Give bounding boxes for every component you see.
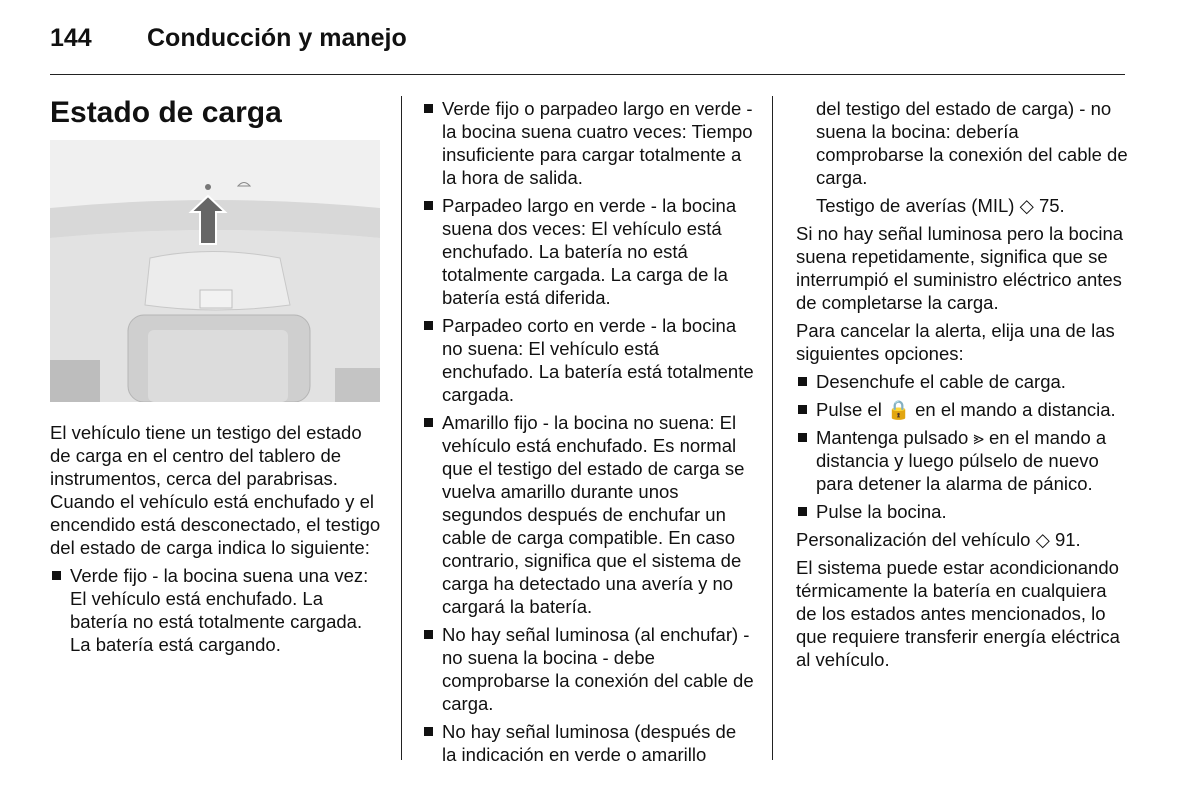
- body-paragraph: Para cancelar la alerta, elija una de las siguientes opciones:: [796, 320, 1115, 364]
- chapter-title: Conducción y manejo: [147, 24, 407, 52]
- list-item: Parpadeo largo en verde - la bocina suena dos veces: El vehículo está enchufado. La batería no está totalmente cargada. La carga de la batería está diferida.: [422, 194, 754, 309]
- body-paragraph: Si no hay señal luminosa pero la bocina suena repetidamente, significa que se interrumpió el suministro eléctrico antes de completarse la carga.: [796, 223, 1124, 313]
- list-item: Verde fijo o parpadeo largo en verde - la bocina suena cuatro veces: Tiempo insuficiente para cargar totalmente a la hora de salida.: [422, 97, 754, 189]
- dashboard-illustration: [50, 140, 380, 402]
- list-item: Desenchufe el cable de carga.: [796, 370, 1130, 393]
- list-item: No hay señal luminosa (después de la indicación en verde o amarillo: [422, 720, 754, 766]
- body-paragraph: El sistema puede estar acondicionando térmicamente la batería en cualquiera de los estados antes mencionados, lo que requiere transferir energía eléctrica al vehículo.: [796, 557, 1120, 670]
- list-item: Pulse la bocina.: [796, 500, 1130, 523]
- column-3: [796, 97, 1130, 676]
- column-1: [50, 421, 382, 661]
- column-2: [422, 97, 754, 771]
- intro-paragraph: El vehículo tiene un testigo del estado de carga en el centro del tablero de instrumentos, cerca del parabrisas. Cuando el vehículo está enchufado y el encendido está desconectado, el testigo del estado de carga indica lo siguiente:: [50, 422, 381, 558]
- mil-cross-reference: Testigo de averías (MIL) ◇ 75.: [816, 195, 1065, 216]
- page-number: 144: [50, 24, 92, 52]
- list-item: Parpadeo corto en verde - la bocina no suena: El vehículo está enchufado. La batería está totalmente cargada.: [422, 314, 754, 406]
- personalization-cross-reference: Personalización del vehículo ◇ 91.: [796, 529, 1081, 550]
- column-divider-left: [401, 96, 402, 760]
- section-title: Estado de carga: [50, 96, 282, 129]
- list-item: Verde fijo - la bocina suena una vez: El vehículo está enchufado. La batería no está totalmente cargada. La batería está cargando.: [50, 564, 382, 656]
- list-item: Mantenga pulsado ⪢ en el mando a distancia y luego púlselo de nuevo para detener la alarma de pánico.: [796, 426, 1130, 495]
- column-divider-right: [772, 96, 773, 760]
- list-item: Pulse el 🔒 en el mando a distancia.: [796, 398, 1130, 421]
- continuation-text: del testigo del estado de carga) - no suena la bocina: debería comprobarse la conexión del cable de carga.: [816, 98, 1128, 188]
- header-rule: [50, 74, 1125, 75]
- list-item: No hay señal luminosa (al enchufar) - no suena la bocina - debe comprobarse la conexión del cable de carga.: [422, 623, 754, 715]
- list-item: Amarillo fijo - la bocina no suena: El vehículo está enchufado. Es normal que el testigo del estado de carga se vuelva amarillo durante unos segundos después de enchufar un cable de carga compatible. En caso contrario, significa que el sistema de carga ha detectado una avería y no cargará la batería.: [422, 411, 754, 618]
